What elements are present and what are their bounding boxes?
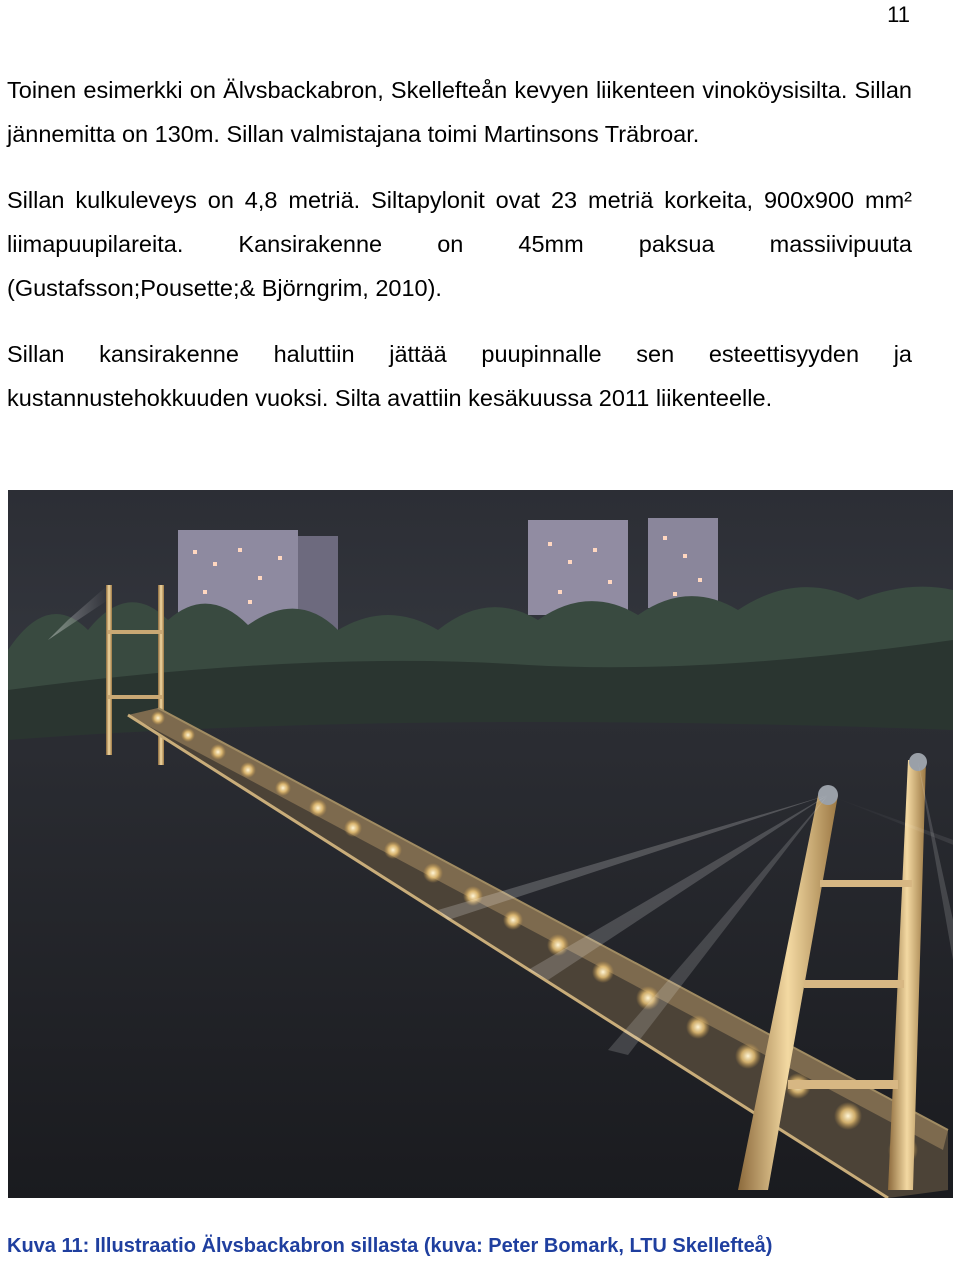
paragraph-1: Toinen esimerkki on Älvsbackabron, Skellefteån kevyen liikenteen vinoköysisilta. Sillan jännemitta on 130m. Sillan valmistajana toimi Martinsons Träbroar. xyxy=(7,77,912,147)
body-text xyxy=(7,68,912,442)
page-number: 11 xyxy=(887,2,910,27)
bridge-figure xyxy=(8,490,953,1198)
paragraph-2: Sillan kulkuleveys on 4,8 metriä. Siltapylonit ovat 23 metriä korkeita, 900x900 mm² liimapuupilareita. Kansirakenne on 45mm paksua massiivipuuta (Gustafsson;Pousette;& Björngrim, 2010). xyxy=(7,187,912,301)
paragraph-3: Sillan kansirakenne haluttiin jättää puupinnalle sen esteettisyyden ja kustannustehokkuuden vuoksi. Silta avattiin kesäkuussa 2011 liikenteelle. xyxy=(7,341,912,411)
night-bridge-illustration xyxy=(8,490,953,1198)
figure-caption: Kuva 11: Illustraatio Älvsbackabron sillasta (kuva: Peter Bomark, LTU Skellefteå) xyxy=(7,1235,773,1257)
